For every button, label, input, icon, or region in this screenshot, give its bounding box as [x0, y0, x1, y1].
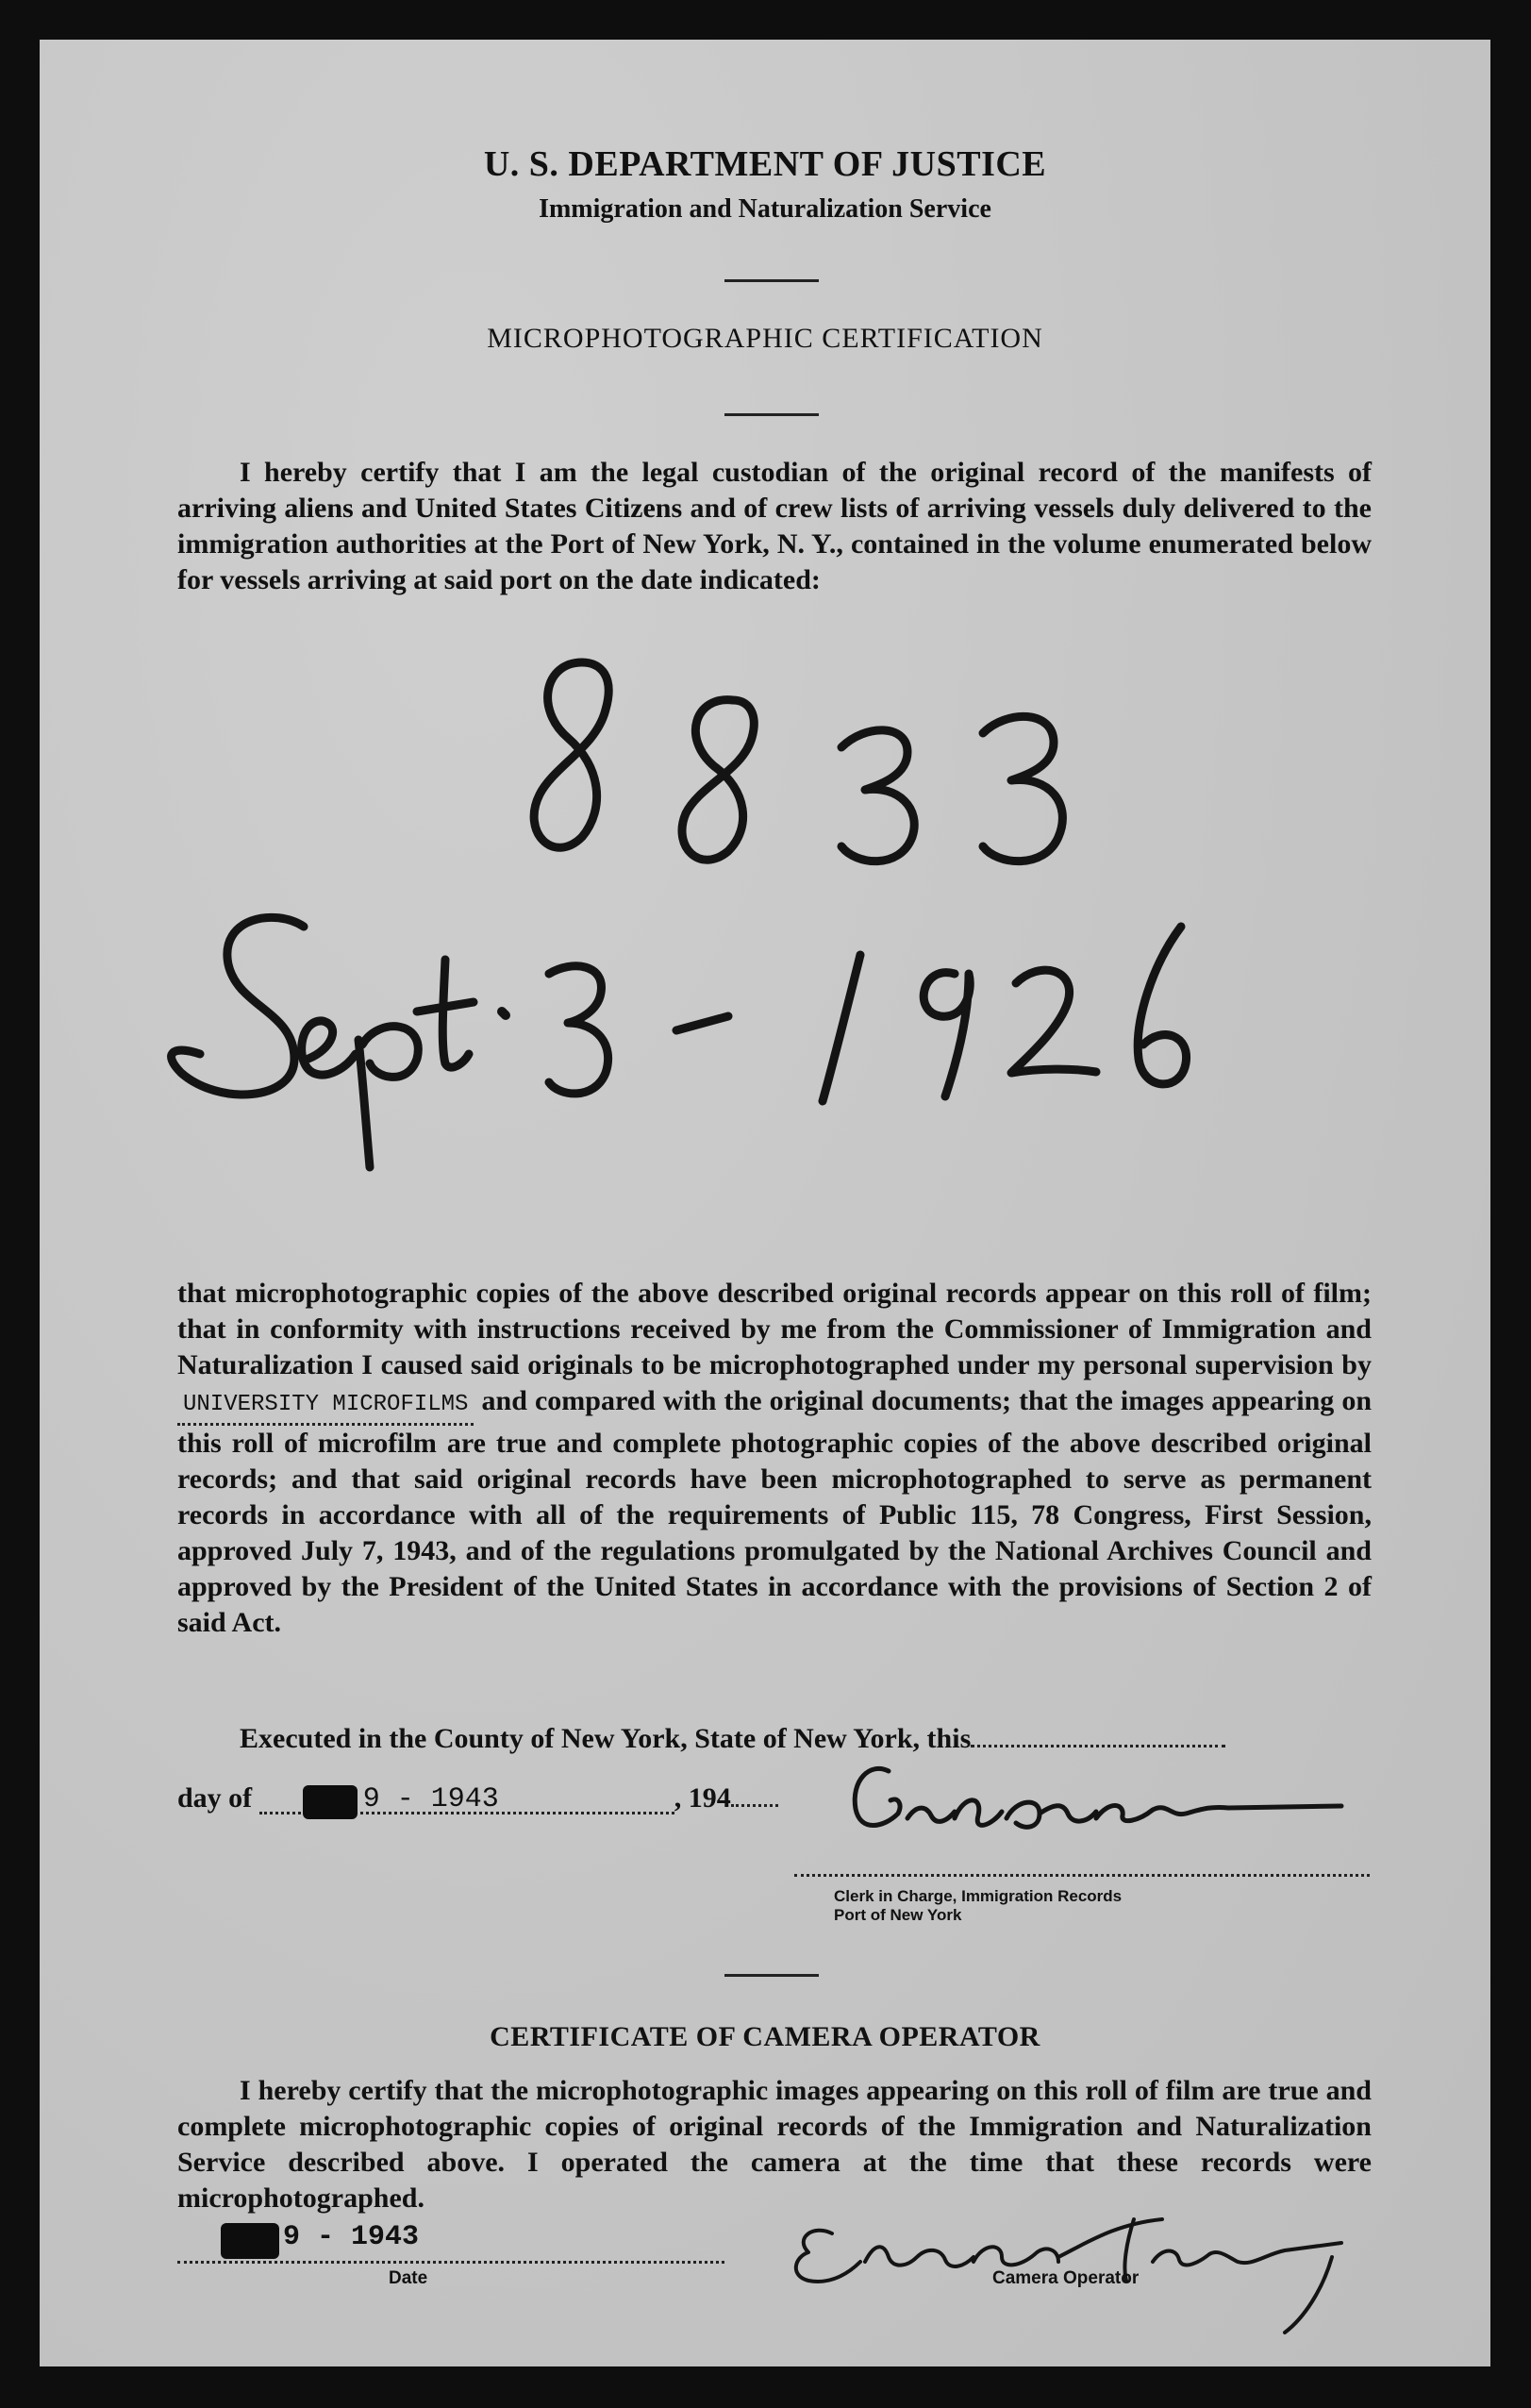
paragraph-2-opening: that microphotographic copies of the above described original records appear on this roll of film; that in conformity with instructions received by me from the Commissioner of Immigration and Naturalization I caused said originals to be microphotographed under my personal supervision by — [177, 1278, 1372, 1380]
date-label: Date — [389, 2268, 428, 2288]
clerk-title-line-2: Port of New York — [834, 1906, 962, 1924]
clerk-title — [834, 1887, 1122, 1925]
camera-operator-signature — [775, 2167, 1389, 2337]
day-of-line — [177, 1781, 778, 1814]
stamped-date: 9 - 1943 — [362, 1783, 499, 1815]
divider — [724, 413, 819, 416]
camera-certificate-title: CERTIFICATE OF CAMERA OPERATOR — [490, 2021, 1040, 2052]
document-sheet — [40, 40, 1490, 2366]
ink-smudge — [221, 2223, 279, 2259]
operator-date-field — [177, 2216, 724, 2264]
year-blank — [731, 1804, 778, 1807]
day-of-label: day of — [177, 1782, 253, 1814]
certification-paragraph-2 — [177, 1276, 1372, 1641]
camera-certificate-text: I hereby certify that the microphotographic images appearing on this roll of film are true and complete microphotographic copies of original records of the Immigration and Naturalization Service described above. I operated the camera at the time that these records were microphotographed. — [177, 2075, 1372, 2214]
handwritten-arrival-date — [143, 870, 1275, 1181]
stamped-operator-date: 9 - 1943 — [283, 2221, 420, 2253]
service-subheading: Immigration and Naturalization Service — [539, 194, 991, 224]
executed-text: Executed in the County of New York, State of New York, this — [240, 1723, 972, 1754]
handwritten-volume-number — [492, 644, 1096, 879]
clerk-signature — [813, 1738, 1379, 1861]
certification-paragraph-1: I hereby certify that I am the legal custodian of the original record of the manifests of arriving aliens and United States Citizens and of crew lists of arriving vessels duly delivered to the immigration authorities at the Port of New York, N. Y., contained in the volume enumerated below for vessels arriving at said port on the date indicated: — [177, 457, 1372, 595]
divider — [724, 279, 819, 282]
year-prefix: , 194 — [674, 1782, 731, 1814]
form-title: MICROPHOTOGRAPHIC CERTIFICATION — [487, 323, 1043, 354]
clerk-signature-line — [794, 1874, 1370, 1877]
date-blank — [259, 1781, 674, 1814]
typed-company-name: UNIVERSITY MICROFILMS — [183, 1392, 469, 1417]
paragraph-2-closing: and compared with the original documents; that the images appearing on this roll of microfilm are true and complete photographic copies of the above described original records; and that said original records have been microphotographed to serve as permanent records in accordance with all of the requirements of Public 115, 78 Congress, First Session, approved July 7, 1943, and of the regulations promulgated by the National Archives Council and approved by the President of the United States in accordance with the provisions of Section 2 of said Act. — [177, 1385, 1373, 1638]
divider — [724, 1974, 819, 1977]
agency-heading: U. S. DEPARTMENT OF JUSTICE — [483, 144, 1047, 184]
camera-operator-label: Camera Operator — [992, 2268, 1140, 2288]
clerk-title-line-1: Clerk in Charge, Immigration Records — [834, 1887, 1123, 1905]
camera-company-field — [177, 1383, 474, 1426]
ink-smudge — [303, 1785, 358, 1819]
